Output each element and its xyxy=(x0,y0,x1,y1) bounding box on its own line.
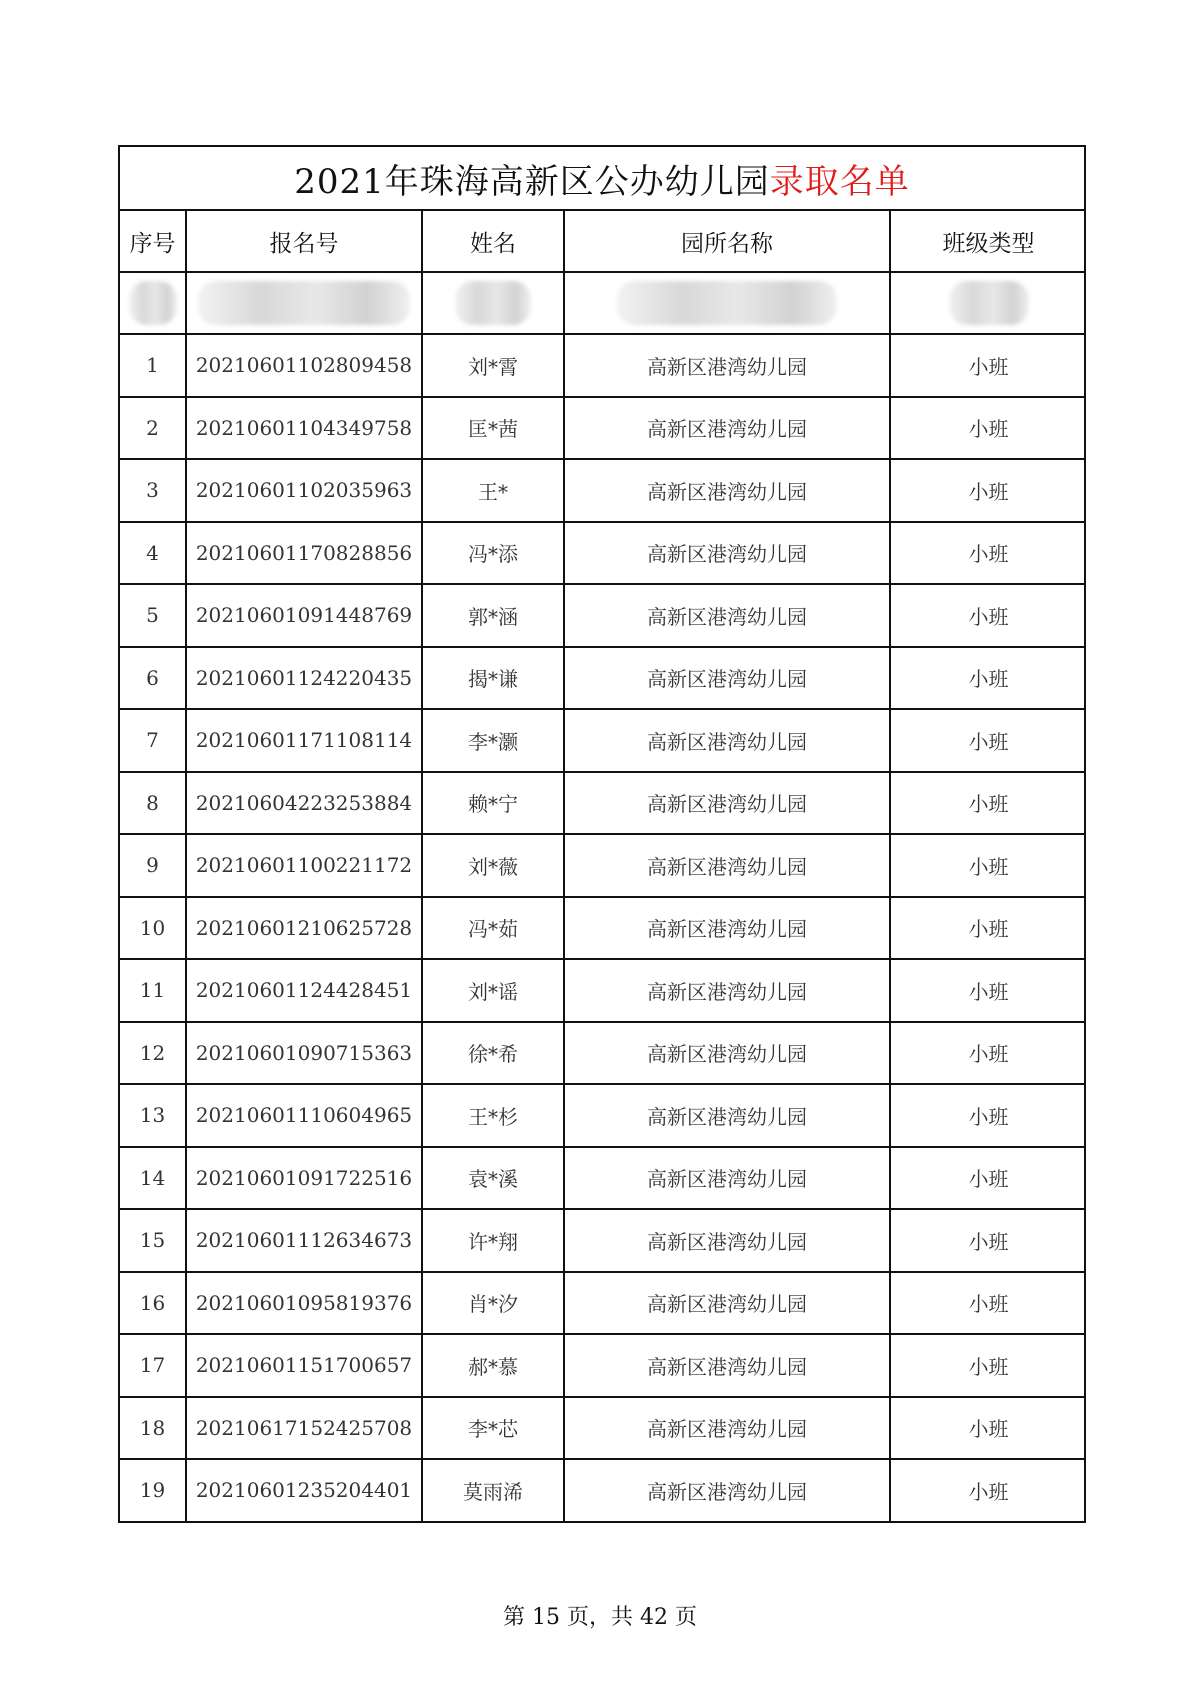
cell-school: 高新区港湾幼儿园 xyxy=(564,1209,890,1272)
cell-name: 揭*谦 xyxy=(422,647,564,710)
header-name: 姓名 xyxy=(422,211,564,272)
cell-school: 高新区港湾幼儿园 xyxy=(564,772,890,835)
cell-school: 高新区港湾幼儿园 xyxy=(564,1334,890,1397)
cell-class-type: 小班 xyxy=(890,1334,1086,1397)
cell-reg-no: 20210601102035963 xyxy=(186,459,422,522)
cell-reg-no: 20210601124428451 xyxy=(186,959,422,1022)
cell-name: 许*翔 xyxy=(422,1209,564,1272)
cell-class-type: 小班 xyxy=(890,897,1086,960)
cell-class-type: 小班 xyxy=(890,1147,1086,1210)
cell-school: 高新区港湾幼儿园 xyxy=(564,1147,890,1210)
table-row xyxy=(120,897,1086,960)
cell-class-type: 小班 xyxy=(890,459,1086,522)
cell-name: 冯*茹 xyxy=(422,897,564,960)
cell-class-type: 小班 xyxy=(890,834,1086,897)
header-class-type: 班级类型 xyxy=(890,211,1086,272)
redacted-cell xyxy=(890,272,1086,334)
cell-name: 郭*涵 xyxy=(422,584,564,647)
cell-class-type: 小班 xyxy=(890,772,1086,835)
cell-school: 高新区港湾幼儿园 xyxy=(564,834,890,897)
cell-name: 郝*慕 xyxy=(422,1334,564,1397)
cell-school: 高新区港湾幼儿园 xyxy=(564,1022,890,1085)
cell-seq: 9 xyxy=(120,834,186,897)
cell-school: 高新区港湾幼儿园 xyxy=(564,897,890,960)
table-row xyxy=(120,709,1086,772)
cell-school: 高新区港湾幼儿园 xyxy=(564,1084,890,1147)
redaction-blur xyxy=(455,281,531,325)
cell-class-type: 小班 xyxy=(890,1084,1086,1147)
table-row xyxy=(120,1022,1086,1085)
cell-class-type: 小班 xyxy=(890,1397,1086,1460)
cell-reg-no: 20210601171108114 xyxy=(186,709,422,772)
cell-reg-no: 20210601124220435 xyxy=(186,647,422,710)
cell-name: 袁*溪 xyxy=(422,1147,564,1210)
header-school: 园所名称 xyxy=(564,211,890,272)
cell-class-type: 小班 xyxy=(890,522,1086,585)
cell-seq: 14 xyxy=(120,1147,186,1210)
document-title xyxy=(120,147,1084,211)
cell-reg-no: 20210601210625728 xyxy=(186,897,422,960)
table-row xyxy=(120,397,1086,460)
cell-name: 莫雨浠 xyxy=(422,1459,564,1521)
title-main: 2021年珠海高新区公办幼儿园 xyxy=(294,161,770,202)
cell-reg-no: 20210601091448769 xyxy=(186,584,422,647)
table-row xyxy=(120,834,1086,897)
table-row xyxy=(120,1147,1086,1210)
table-row xyxy=(120,772,1086,835)
cell-name: 李*芯 xyxy=(422,1397,564,1460)
cell-reg-no: 20210601095819376 xyxy=(186,1272,422,1335)
redacted-cell xyxy=(422,272,564,334)
cell-seq: 4 xyxy=(120,522,186,585)
cell-class-type: 小班 xyxy=(890,709,1086,772)
cell-school: 高新区港湾幼儿园 xyxy=(564,709,890,772)
cell-seq: 7 xyxy=(120,709,186,772)
cell-school: 高新区港湾幼儿园 xyxy=(564,1397,890,1460)
cell-school: 高新区港湾幼儿园 xyxy=(564,1272,890,1335)
cell-name: 徐*希 xyxy=(422,1022,564,1085)
cell-seq: 18 xyxy=(120,1397,186,1460)
cell-seq: 10 xyxy=(120,897,186,960)
cell-reg-no: 20210601112634673 xyxy=(186,1209,422,1272)
title-highlight: 录取名单 xyxy=(769,161,910,202)
table-row xyxy=(120,1272,1086,1335)
cell-class-type: 小班 xyxy=(890,959,1086,1022)
redaction-blur xyxy=(198,281,410,325)
cell-name: 刘*谣 xyxy=(422,959,564,1022)
cell-reg-no: 20210601090715363 xyxy=(186,1022,422,1085)
page-footer: 第 15 页，共 42 页 xyxy=(503,1605,697,1630)
cell-seq: 19 xyxy=(120,1459,186,1521)
cell-school: 高新区港湾幼儿园 xyxy=(564,397,890,460)
cell-reg-no: 20210601100221172 xyxy=(186,834,422,897)
admission-list-sheet xyxy=(118,145,1086,1523)
table-row xyxy=(120,1084,1086,1147)
header-row xyxy=(120,211,1086,272)
cell-reg-no: 20210601104349758 xyxy=(186,397,422,460)
cell-seq: 12 xyxy=(120,1022,186,1085)
cell-seq: 15 xyxy=(120,1209,186,1272)
cell-school: 高新区港湾幼儿园 xyxy=(564,647,890,710)
redaction-blur xyxy=(949,281,1029,325)
cell-school: 高新区港湾幼儿园 xyxy=(564,334,890,397)
redaction-blur xyxy=(129,281,177,325)
redacted-cell xyxy=(564,272,890,334)
cell-class-type: 小班 xyxy=(890,584,1086,647)
cell-name: 王*杉 xyxy=(422,1084,564,1147)
table-row xyxy=(120,647,1086,710)
cell-class-type: 小班 xyxy=(890,397,1086,460)
table-row xyxy=(120,459,1086,522)
cell-name: 王* xyxy=(422,459,564,522)
cell-class-type: 小班 xyxy=(890,1459,1086,1521)
cell-seq: 1 xyxy=(120,334,186,397)
table-row xyxy=(120,1459,1086,1521)
redacted-row xyxy=(120,272,1086,334)
cell-reg-no: 20210601235204401 xyxy=(186,1459,422,1521)
cell-school: 高新区港湾幼儿园 xyxy=(564,459,890,522)
cell-seq: 3 xyxy=(120,459,186,522)
table-row xyxy=(120,584,1086,647)
redacted-cell xyxy=(186,272,422,334)
cell-class-type: 小班 xyxy=(890,647,1086,710)
cell-reg-no: 20210601110604965 xyxy=(186,1084,422,1147)
cell-seq: 5 xyxy=(120,584,186,647)
cell-class-type: 小班 xyxy=(890,1209,1086,1272)
cell-seq: 8 xyxy=(120,772,186,835)
cell-name: 冯*添 xyxy=(422,522,564,585)
cell-reg-no: 20210601170828856 xyxy=(186,522,422,585)
cell-name: 刘*薇 xyxy=(422,834,564,897)
cell-seq: 13 xyxy=(120,1084,186,1147)
header-reg-no: 报名号 xyxy=(186,211,422,272)
cell-name: 李*灏 xyxy=(422,709,564,772)
cell-name: 赖*宁 xyxy=(422,772,564,835)
cell-school: 高新区港湾幼儿园 xyxy=(564,522,890,585)
cell-class-type: 小班 xyxy=(890,1022,1086,1085)
table-row xyxy=(120,334,1086,397)
cell-class-type: 小班 xyxy=(890,334,1086,397)
redaction-blur xyxy=(617,281,837,325)
header-seq: 序号 xyxy=(129,230,176,257)
cell-reg-no: 20210601151700657 xyxy=(186,1334,422,1397)
table-row xyxy=(120,522,1086,585)
cell-reg-no: 20210601102809458 xyxy=(186,334,422,397)
cell-reg-no: 20210601091722516 xyxy=(186,1147,422,1210)
table-row xyxy=(120,1397,1086,1460)
cell-seq: 16 xyxy=(120,1272,186,1335)
table-row xyxy=(120,959,1086,1022)
table-row xyxy=(120,1209,1086,1272)
cell-class-type: 小班 xyxy=(890,1272,1086,1335)
cell-reg-no: 20210604223253884 xyxy=(186,772,422,835)
cell-seq: 17 xyxy=(120,1334,186,1397)
cell-school: 高新区港湾幼儿园 xyxy=(564,1459,890,1521)
cell-school: 高新区港湾幼儿园 xyxy=(564,584,890,647)
cell-seq: 2 xyxy=(120,397,186,460)
cell-school: 高新区港湾幼儿园 xyxy=(564,959,890,1022)
cell-reg-no: 20210617152425708 xyxy=(186,1397,422,1460)
redacted-cell xyxy=(120,272,186,334)
cell-seq: 6 xyxy=(120,647,186,710)
cell-name: 肖*汐 xyxy=(422,1272,564,1335)
admission-table xyxy=(120,211,1086,1521)
table-row xyxy=(120,1334,1086,1397)
table-body xyxy=(120,272,1086,1521)
cell-seq: 11 xyxy=(120,959,186,1022)
cell-name: 匡*茜 xyxy=(422,397,564,460)
cell-name: 刘*霄 xyxy=(422,334,564,397)
